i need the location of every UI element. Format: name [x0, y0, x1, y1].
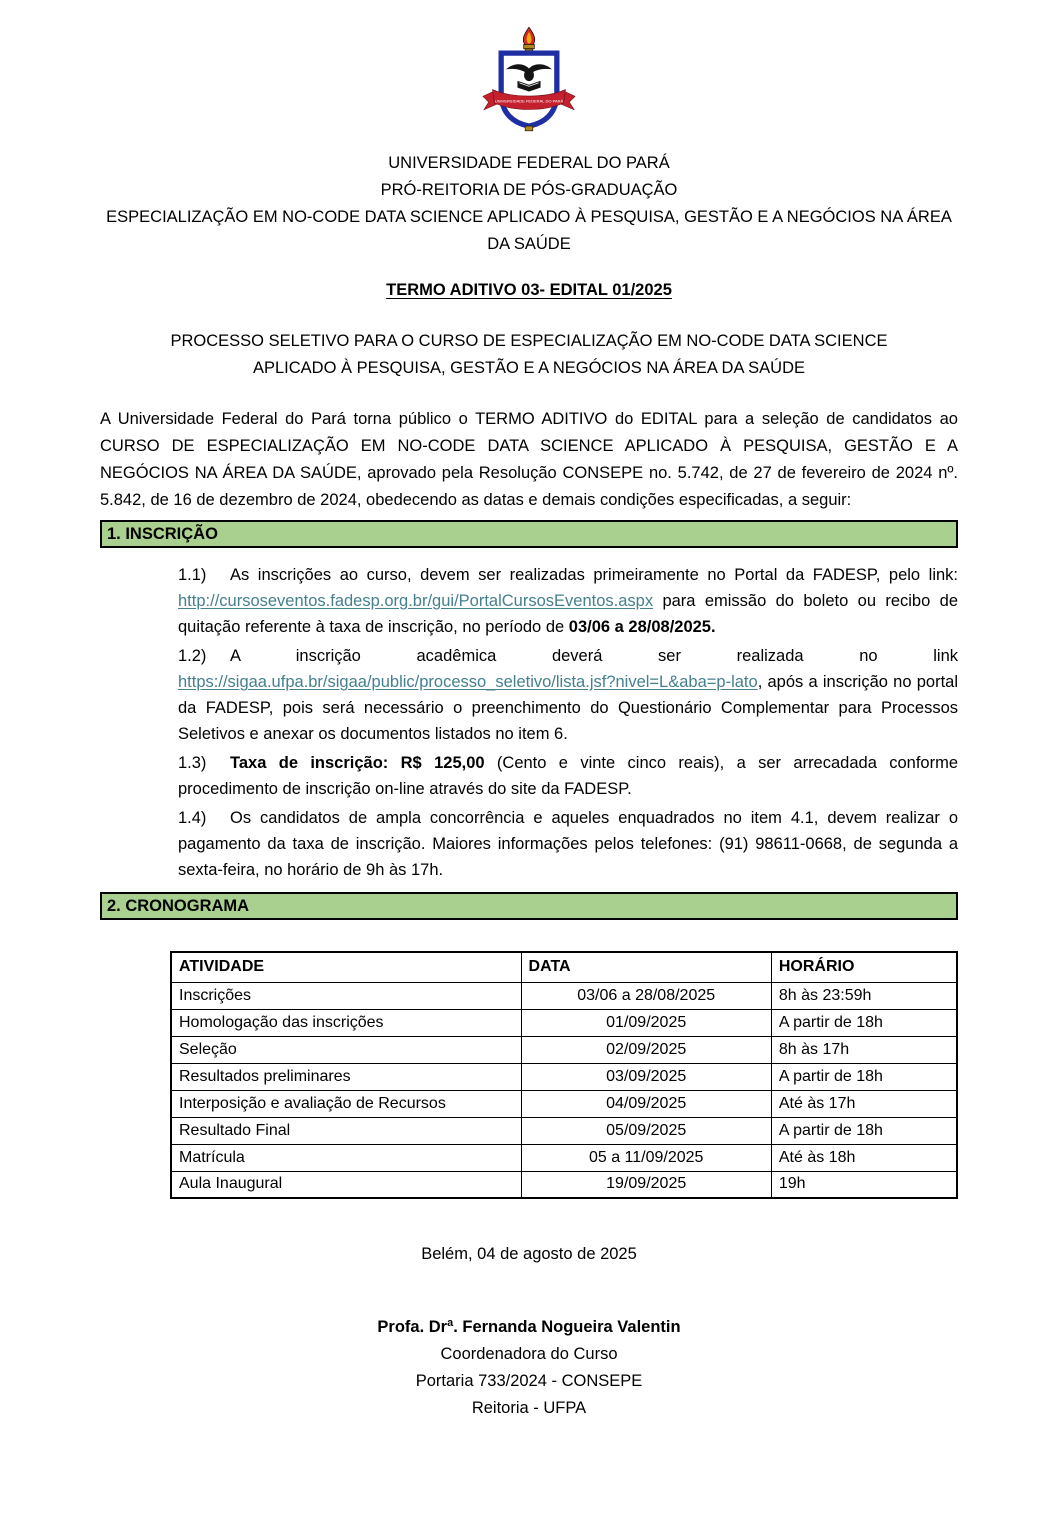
item-text: A inscrição acadêmica deverá ser realizada no link [230, 647, 958, 665]
cell-atividade: Matrícula [171, 1144, 521, 1171]
intro-paragraph: A Universidade Federal do Pará torna público o TERMO ADITIVO do EDITAL para a seleção de candidatos ao CURSO DE ESPECIALIZAÇÃO EM NO-CODE DATA SCIENCE APLICADO À PESQUISA, GESTÃO E A NEGÓCIOS NA ÁREA DA SAÚDE, aprovado pela Resolução CONSEPE no. 5.742, de 27 de fevereiro de 2024 nº. 5.842, de 16 de dezembro de 2024, obedecendo as datas e demais condições especificadas, a seguir: [100, 410, 958, 509]
cell-data: 04/09/2025 [521, 1090, 771, 1117]
cell-horario: Até às 17h [771, 1090, 957, 1117]
signature-unit: Reitoria - UFPA [471, 1399, 587, 1417]
inscription-fee: Taxa de inscrição: R$ 125,00 [230, 754, 485, 772]
cell-data: 05/09/2025 [521, 1117, 771, 1144]
item-text: Os candidatos de ampla concorrência e aqueles enquadrados no item 4.1, devem realizar o pagamento da taxa de inscrição. Maiores informações pelos telefones: (91) 98611-0668, de segunda a sexta-feira, no horário de 9h às 17h. [178, 809, 958, 879]
cell-horario: A partir de 18h [771, 1063, 957, 1090]
table-row [171, 1144, 957, 1171]
signature-name: Profa. Drª. Fernanda Nogueira Valentin [377, 1318, 681, 1336]
signature-role: Coordenadora do Curso [440, 1345, 618, 1363]
table-row [171, 1009, 957, 1036]
cell-atividade: Homologação das inscrições [171, 1009, 521, 1036]
item-number: 1.4) [178, 809, 207, 827]
table-header-row [171, 952, 957, 982]
inscription-period: 03/06 a 28/08/2025. [568, 618, 716, 636]
table-row [171, 982, 957, 1009]
th-data: DATA [521, 952, 771, 982]
section-header-inscricao [100, 520, 958, 548]
th-atividade: ATIVIDADE [171, 952, 521, 982]
cell-atividade: Seleção [171, 1036, 521, 1063]
item-number: 1.2) [178, 647, 207, 665]
cell-data: 01/09/2025 [521, 1009, 771, 1036]
table-row [171, 1171, 957, 1198]
cell-data: 19/09/2025 [521, 1171, 771, 1198]
fadesp-portal-link[interactable]: http://cursoseventos.fadesp.org.br/gui/PortalCursosEventos.aspx [178, 592, 654, 610]
header-line-university: UNIVERSIDADE FEDERAL DO PARÁ [388, 154, 670, 172]
item-text: As inscrições ao curso, devem ser realizadas primeiramente no Portal da FADESP, pelo link: [230, 566, 958, 584]
header-line-especializacao: ESPECIALIZAÇÃO EM NO-CODE DATA SCIENCE APLICADO À PESQUISA, GESTÃO E A NEGÓCIOS NA ÁREA DA SAÚDE [106, 208, 952, 253]
document-title-text: TERMO ADITIVO 03- EDITAL 01/2025 [386, 281, 672, 299]
item-1-2 [178, 643, 958, 747]
section-header-inscricao-label: 1. INSCRIÇÃO [107, 525, 218, 543]
item-text: (Cento e vinte cinco reais), a ser arrecadada conforme procedimento de inscrição on-line através do site da FADESP. [178, 754, 958, 798]
cell-data: 03/09/2025 [521, 1063, 771, 1090]
cronograma-table [170, 951, 958, 1199]
signature-block [100, 1314, 958, 1422]
table-row [171, 1063, 957, 1090]
item-1-1 [178, 562, 958, 640]
signature-portaria: Portaria 733/2024 - CONSEPE [415, 1372, 643, 1390]
cell-atividade: Resultados preliminares [171, 1063, 521, 1090]
document-page [0, 26, 1058, 1521]
cell-atividade: Inscrições [171, 982, 521, 1009]
item-text: , após a inscrição no portal da FADESP, pois será necessário o preenchimento do Questionário Complementar para Processos Seletivos e anexar os documentos listados no item 6. [178, 673, 958, 743]
cell-atividade: Resultado Final [171, 1117, 521, 1144]
section-header-cronograma-label: 2. CRONOGRAMA [107, 897, 250, 915]
inscricao-items [100, 562, 958, 883]
cell-data: 02/09/2025 [521, 1036, 771, 1063]
item-number: 1.1) [178, 566, 207, 584]
document-title [100, 281, 958, 300]
sigaa-link[interactable]: https://sigaa.ufpa.br/sigaa/public/processo_seletivo/lista.jsf?nivel=L&aba=p-lato [178, 673, 758, 691]
item-number: 1.3) [178, 754, 207, 772]
header-line-pro-reitoria: PRÓ-REITORIA DE PÓS-GRADUAÇÃO [380, 181, 678, 199]
cell-horario: 19h [771, 1171, 957, 1198]
table-row [171, 1117, 957, 1144]
document-subtitle: PROCESSO SELETIVO PARA O CURSO DE ESPECIALIZAÇÃO EM NO-CODE DATA SCIENCE APLICADO À PESQUISA, GESTÃO E A NEGÓCIOS NA ÁREA DA SAÚDE [170, 332, 888, 377]
item-1-4 [178, 805, 958, 883]
cell-atividade: Interposição e avaliação de Recursos [171, 1090, 521, 1117]
table-row [171, 1036, 957, 1063]
ufpa-logo [481, 26, 577, 132]
cell-horario: 8h às 17h [771, 1036, 957, 1063]
date-line: Belém, 04 de agosto de 2025 [421, 1245, 637, 1263]
ufpa-crest-icon [481, 26, 577, 132]
cell-data: 03/06 a 28/08/2025 [521, 982, 771, 1009]
item-1-3 [178, 750, 958, 802]
header-institution [100, 150, 958, 258]
cell-horario: A partir de 18h [771, 1117, 957, 1144]
cell-horario: 8h às 23:59h [771, 982, 957, 1009]
table-row [171, 1090, 957, 1117]
th-horario: HORÁRIO [771, 952, 957, 982]
cell-horario: Até às 18h [771, 1144, 957, 1171]
item-text: para emissão do boleto ou recibo de quitação referente à taxa de inscrição, no período de [178, 592, 958, 636]
cell-horario: A partir de 18h [771, 1009, 957, 1036]
section-header-cronograma [100, 892, 958, 920]
cell-data: 05 a 11/09/2025 [521, 1144, 771, 1171]
ribbon-text: UNIVERSIDADE FEDERAL DO PARÁ [494, 98, 564, 104]
cell-atividade: Aula Inaugural [171, 1171, 521, 1198]
